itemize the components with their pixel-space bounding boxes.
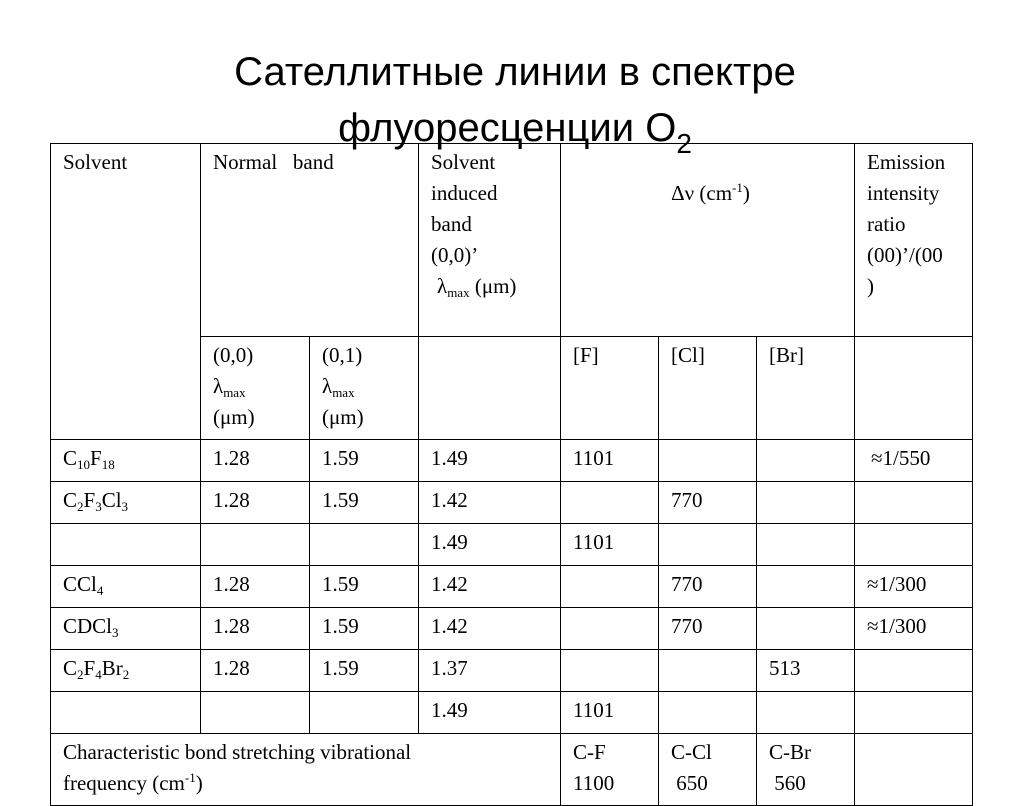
cell-sib: 1.42 xyxy=(419,608,561,650)
cell-br: 513 xyxy=(757,650,855,692)
cell-cl: 770 xyxy=(659,566,757,608)
table-row xyxy=(51,524,973,566)
solvent-symbol: Cl xyxy=(101,488,122,512)
solvent-subscript: 2 xyxy=(77,667,84,682)
cell-ratio: ≈1/300 xyxy=(855,608,973,650)
cell-cl: 770 xyxy=(659,608,757,650)
cell-f: 1101 xyxy=(561,524,659,566)
cell-n01: 1.59 xyxy=(310,650,419,692)
emi-line-1: Emission xyxy=(867,150,946,174)
cell-n01 xyxy=(310,692,419,734)
cell-f: 1101 xyxy=(561,440,659,482)
header-emission-ratio xyxy=(855,144,973,337)
ccl-value: 650 xyxy=(671,771,708,795)
cell-br xyxy=(757,524,855,566)
cell-br xyxy=(757,440,855,482)
solvent-subscript: 2 xyxy=(122,667,130,682)
footer-ccl xyxy=(659,734,757,806)
cbr-value: 560 xyxy=(769,771,806,795)
sib-lambda: λ xyxy=(437,274,448,298)
cell-n00: 1.28 xyxy=(201,566,310,608)
cell-solvent xyxy=(51,650,201,692)
cf-value: 1100 xyxy=(573,771,615,795)
cell-ratio: ≈1/300 xyxy=(855,566,973,608)
cell-cl: 770 xyxy=(659,482,757,524)
cell-sib: 1.49 xyxy=(419,524,561,566)
cell-solvent xyxy=(51,482,201,524)
table-row xyxy=(51,650,973,692)
header-solvent: Solvent xyxy=(51,144,201,440)
solvent-subscript: 18 xyxy=(101,457,115,472)
delta-nu-sup: -1 xyxy=(732,180,743,195)
header-cl: [Cl] xyxy=(659,337,757,440)
emi-line-3: ratio xyxy=(867,212,906,236)
cell-ratio xyxy=(855,524,973,566)
cell-br xyxy=(757,482,855,524)
n01-unit: (μm) xyxy=(322,405,364,429)
cell-n00: 1.28 xyxy=(201,650,310,692)
header-f: [F] xyxy=(561,337,659,440)
cell-cl xyxy=(659,650,757,692)
footer-cbr xyxy=(757,734,855,806)
cell-sib: 1.42 xyxy=(419,482,561,524)
cell-ratio xyxy=(855,650,973,692)
cell-f: 1101 xyxy=(561,692,659,734)
solvent-symbol: CDCl xyxy=(63,614,113,638)
n00-label: (0,0) xyxy=(213,343,254,367)
cell-n01: 1.59 xyxy=(310,440,419,482)
footer-row xyxy=(51,734,973,806)
solvent-symbol: F xyxy=(83,488,96,512)
title-line-1: Сателлитные линии в спектре xyxy=(234,50,796,94)
solvent-symbol: Br xyxy=(101,656,123,680)
cell-n00: 1.28 xyxy=(201,608,310,650)
cell-br xyxy=(757,566,855,608)
solvent-symbol: C xyxy=(63,656,78,680)
solvent-subscript: 4 xyxy=(95,667,102,682)
delta-nu-text: Δν (cm xyxy=(671,181,733,205)
cell-ratio: ≈1/550 xyxy=(855,440,973,482)
solvent-symbol: F xyxy=(83,656,96,680)
title-subscript: 2 xyxy=(676,128,692,159)
table-row xyxy=(51,566,973,608)
footer-cf xyxy=(561,734,659,806)
solvent-subscript: 2 xyxy=(77,499,84,514)
header-delta-nu xyxy=(561,144,855,337)
sib-line-2: induced xyxy=(431,181,498,205)
cell-solvent xyxy=(51,440,201,482)
header-normal-band xyxy=(201,144,419,337)
cell-br xyxy=(757,608,855,650)
sib-line-1: Solvent xyxy=(431,150,496,174)
title-line-2: флуоресценции O xyxy=(338,106,677,150)
cell-br xyxy=(757,692,855,734)
cell-sib: 1.42 xyxy=(419,566,561,608)
footer-label-sup: -1 xyxy=(184,770,196,785)
cell-ratio xyxy=(855,482,973,524)
cell-n01 xyxy=(310,524,419,566)
table-row xyxy=(51,692,973,734)
footer-label-line-1: Characteristic bond stretching vibrational xyxy=(63,740,412,764)
footer-label xyxy=(51,734,561,806)
n01-label: (0,1) xyxy=(322,343,363,367)
header-normal-01 xyxy=(310,337,419,440)
header-solvent-induced-band xyxy=(419,144,561,337)
table-row xyxy=(51,482,973,524)
cell-cl xyxy=(659,440,757,482)
solvent-symbol: C xyxy=(63,488,78,512)
ccl-label: C-Cl xyxy=(671,740,712,764)
header-row-1 xyxy=(51,144,973,337)
cell-solvent xyxy=(51,566,201,608)
cell-ratio xyxy=(855,692,973,734)
cell-n00: 1.28 xyxy=(201,482,310,524)
cell-cl xyxy=(659,692,757,734)
cell-solvent xyxy=(51,524,201,566)
cell-sib: 1.49 xyxy=(419,440,561,482)
n00-unit: (μm) xyxy=(213,405,255,429)
solvent-symbol: C xyxy=(63,446,78,470)
solvent-subscript: 3 xyxy=(95,499,102,514)
cell-sib: 1.49 xyxy=(419,692,561,734)
spectrum-table xyxy=(50,143,973,806)
n00-lambda: λ xyxy=(213,374,224,398)
sib-unit: (μm) xyxy=(469,274,517,298)
cell-n01: 1.59 xyxy=(310,566,419,608)
cell-f xyxy=(561,482,659,524)
header-br: [Br] xyxy=(757,337,855,440)
solvent-subscript: 10 xyxy=(77,457,91,472)
cell-solvent xyxy=(51,608,201,650)
cell-n00 xyxy=(201,524,310,566)
cell-n01: 1.59 xyxy=(310,608,419,650)
slide-title xyxy=(100,44,930,159)
table-row xyxy=(51,440,973,482)
cbr-label: C-Br xyxy=(769,740,811,764)
table-row xyxy=(51,608,973,650)
cell-n00: 1.28 xyxy=(201,440,310,482)
header-ratio-empty xyxy=(855,337,973,440)
footer-ratio-empty xyxy=(855,734,973,806)
cell-sib: 1.37 xyxy=(419,650,561,692)
emi-line-4: (00)’/(00 xyxy=(867,243,943,267)
cell-f xyxy=(561,650,659,692)
n00-max: max xyxy=(223,385,246,400)
cf-label: C-F xyxy=(573,740,606,764)
cell-n01: 1.59 xyxy=(310,482,419,524)
sib-line-3: band xyxy=(431,212,472,236)
n01-lambda: λ xyxy=(322,374,333,398)
sib-line-4: (0,0)’ xyxy=(431,243,479,267)
solvent-subscript: 4 xyxy=(96,583,104,598)
header-normal-00 xyxy=(201,337,310,440)
solvent-subscript: 3 xyxy=(112,625,119,640)
solvent-symbol: F xyxy=(90,446,102,470)
delta-nu-close: ) xyxy=(742,181,750,205)
n01-max: max xyxy=(332,385,355,400)
solvent-subscript: 3 xyxy=(121,499,129,514)
cell-n00 xyxy=(201,692,310,734)
footer-label-close: ) xyxy=(195,771,203,795)
header-normal-band-text: Normal band xyxy=(213,150,334,174)
solvent-symbol: CCl xyxy=(63,572,97,596)
cell-solvent xyxy=(51,692,201,734)
footer-label-line-2: frequency (cm xyxy=(63,771,185,795)
cell-cl xyxy=(659,524,757,566)
cell-f xyxy=(561,608,659,650)
emi-line-5: ) xyxy=(867,274,874,298)
header-sib-empty xyxy=(419,337,561,440)
cell-f xyxy=(561,566,659,608)
sib-max: max xyxy=(447,285,470,300)
emi-line-2: intensity xyxy=(867,181,940,205)
